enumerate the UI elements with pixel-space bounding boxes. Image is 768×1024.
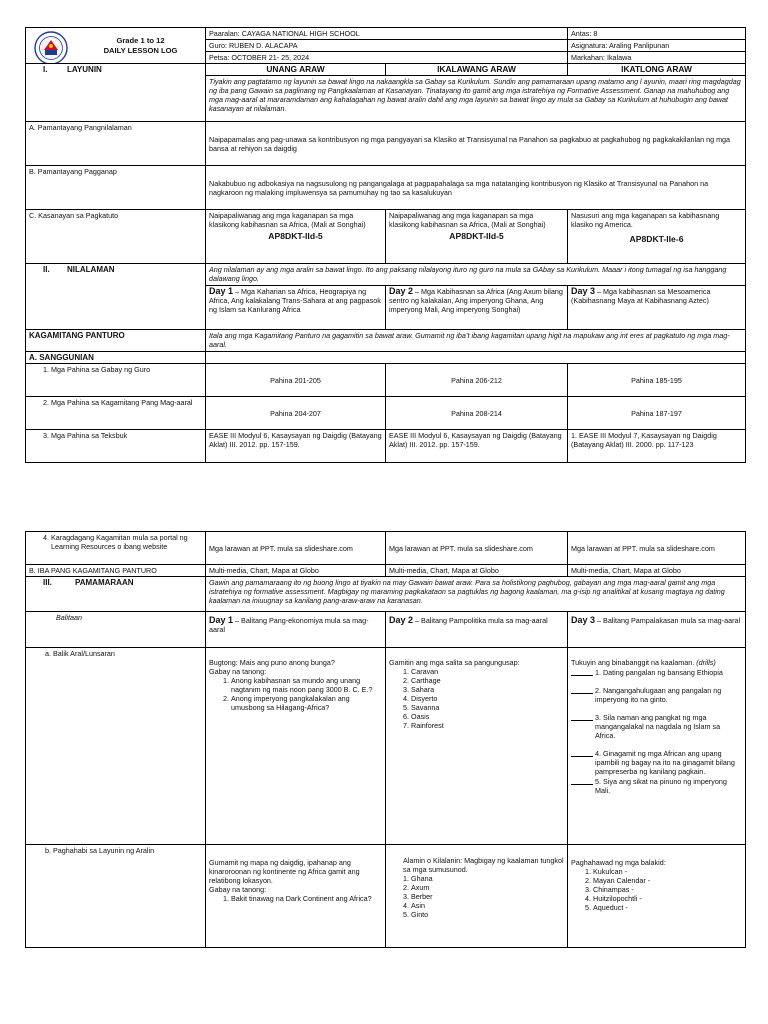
paghahabi-day1-item: 1. Bakit tinawag na Dark Continent ang Africa? — [231, 894, 382, 903]
kagamitang-mag-aaral-day2: Pahina 208-214 — [386, 397, 568, 430]
day3-header: IKATLONG ARAW — [568, 64, 746, 76]
pamamaraan-text: Gawin ang pamamaraang ito ng buong lingo at tiyakin na may Gawain bawat araw. Para sa holistikong paghubog, gabayan ang mga mag-aaral gamit ang mga istratehiya ng formative assessment. Magbigay ng maraming pagkakataon sa pagtuklas ng bagong kaalaman, ma g-isip ng analitikal at kusang magtaya ng dating kaalaman na iniuugnay sa kanilang pang-araw-araw na karanasan. — [206, 577, 746, 612]
paghahabi-day1-question: Gabay na tanong: — [209, 885, 267, 894]
balitaan-day3-text: – Balitang Pampalakasan mula sa mag-aaral — [595, 616, 741, 625]
kasanayan-day2 — [386, 210, 568, 264]
layunin-label-cell — [26, 64, 206, 122]
balitaan-day3 — [568, 612, 746, 648]
balik-aral-day2-item: 3. Sahara — [411, 685, 564, 694]
gabay-guro-label: 1. Mga Pahina sa Gabay ng Guro — [51, 365, 202, 374]
lesson-log-table-page2 — [25, 531, 746, 948]
kasanayan-label: C. Kasanayan sa Pagkatuto — [26, 210, 206, 264]
nilalaman-text: Ang nilalaman ay ang mga aralin sa bawat lingo. Ito ang paksang nilalayong ituro ng guro na mula sa GAbay sa Kurikulum. Maaar i itong tumagal ng isa hanggang dalawang lingo. — [206, 264, 746, 286]
lesson-log-table-page1 — [25, 27, 746, 463]
subject-field: Asignatura: Araling Panlipunan — [568, 40, 746, 52]
karagdagang-day2: Mga larawan at PPT. mula sa slideshare.com — [386, 532, 568, 565]
kasanayan-day3-code: AP8DKT-IIe-6 — [629, 234, 684, 244]
karagdagang-day1: Mga larawan at PPT. mula sa slideshare.com — [206, 532, 386, 565]
paghahabi-day3-item: 2. Mayan Calendar - — [593, 876, 742, 885]
balitaan-day2 — [386, 612, 568, 648]
balik-aral-day3 — [568, 648, 746, 845]
kagamitang-mag-aaral-day3: Pahina 187-197 — [568, 397, 746, 430]
teksbuk-label-cell — [26, 430, 206, 463]
paghahabi-day3-item: 4. Huitzilopochtli - — [593, 894, 742, 903]
iba-pang-kagamitan-day3: Multi-media, Chart, Mapa at Globo — [568, 565, 746, 577]
layunin-label: LAYUNIN — [67, 65, 102, 74]
nilalaman-label-cell — [26, 264, 206, 330]
kagamitan-text: Itala ang mga Kagamitang Panturo na gagamitin sa bawat araw. Gumamit ng iba’t ibang kagamitan upang higit na mapukaw ang int eres at pagkatuto ng mga mag-aaral. — [206, 330, 746, 352]
kasanayan-day2-code: AP8DKT-IId-5 — [449, 231, 504, 241]
nilalaman-day1-text: – Mga Kaharian sa Africa, Heograpiya ng Africa, Ang kalakalang Trans-Sahara at ang pagpasok ng Islam sa Kanlurang Africa — [209, 287, 381, 314]
daily-lesson-log-title: DAILY LESSON LOG — [103, 45, 178, 55]
pamamaraan-label: PAMAMARAAN — [75, 578, 134, 587]
paghahabi-day2-item: 5. Ginto — [411, 910, 564, 919]
layunin-num: I. — [43, 65, 48, 74]
kasanayan-day2-text: Naipapaliwanag ang mga kaganapan sa mga klasikong kabihasnan sa Africa, (Mali at Songhai) — [389, 211, 546, 229]
balik-aral-day2 — [386, 648, 568, 845]
balik-aral-day2-item: 1. Caravan — [411, 667, 564, 676]
nilalaman-day3-label: Day 3 — [571, 286, 596, 296]
date-field: Petsa: OCTOBER 21- 25, 2024 — [206, 52, 568, 64]
paghahabi-day3 — [568, 845, 746, 948]
gabay-guro-day3: Pahina 185-195 — [568, 364, 746, 397]
grade-level-field: Antas: 8 — [568, 28, 746, 40]
paghahabi-label: b. Paghahabi sa Layunin ng Aralin — [53, 846, 202, 855]
day1-header: UNANG ARAW — [206, 64, 386, 76]
pamantayang-pangnilalaman-text: Naipapamalas ang pag-unawa sa kontribusyon ng mga pangyayari sa Klasiko at Transisyunal na Panahon sa pagkabuo at pagkahubog ng pagkakakilanlan ng mga bansa at rehiyon sa daigdig — [206, 122, 746, 166]
paghahabi-label-cell — [26, 845, 206, 948]
nilalaman-label: NILALAMAN — [67, 265, 115, 274]
nilalaman-day1-label: Day 1 — [209, 286, 234, 296]
nilalaman-num: II. — [43, 265, 50, 274]
pamamaraan-label-cell — [26, 577, 206, 612]
sanggunian-label: A. SANGGUNIAN — [26, 352, 206, 364]
paghahabi-day3-item: 5. Aqueduct - — [593, 903, 742, 912]
balik-aral-day2-item: 4. Disyerto — [411, 694, 564, 703]
deped-seal-icon — [34, 31, 68, 64]
gabay-guro-day2: Pahina 206-212 — [386, 364, 568, 397]
balik-aral-day3-item: 4. Ginagamit ng mga African ang upang ipambili ng bagay na ito na ginagamit bilang pampreserba ng kanilang pagkain. — [595, 749, 735, 776]
teksbuk-label: 3. Mga Pahina sa Teksbuk — [51, 431, 202, 440]
pamantayang-pagganap-text: Nakabubuo ng adbokasiya na nagsusulong ng pangangalaga at pagpapahalaga sa mga natatanging kontribusyon ng Klasiko at Transisyunal na Panahon na nagkaroon ng malaking impluwensya sa pamumuhay ng tao sa kasalukuyan — [206, 166, 746, 210]
nilalaman-day2 — [386, 286, 568, 330]
nilalaman-day2-label: Day 2 — [389, 286, 414, 296]
paghahabi-day2-item: 3. Berber — [411, 892, 564, 901]
grade-range: Grade 1 to 12 — [116, 35, 165, 45]
school-field: Paaralan: CAYAGA NATIONAL HIGH SCHOOL — [206, 28, 568, 40]
paghahabi-day3-intro: Paghahawad ng mga balakid: — [571, 858, 666, 867]
balik-aral-day1-item: 1. Anong kabihasnan sa mundo ang unang nagtanim ng mais noon pang 3000 B. C. E.? — [231, 676, 382, 694]
nilalaman-day2-text: – Mga Kabihasnan sa Africa (Ang Axum bilang sentro ng kalakalan, Ang imperyong Ghana, Ang imperyong Mali, Ang imperyong Songhai) — [389, 287, 563, 314]
sanggunian-empty — [206, 352, 746, 364]
balitaan-day3-label: Day 3 — [571, 615, 596, 625]
teksbuk-day1: EASE III Modyul 6, Kasaysayan ng Daigdig (Batayang Aklat) III. 2012. pp. 157-159. — [206, 430, 386, 463]
kagamitang-mag-aaral-label-cell — [26, 397, 206, 430]
balik-aral-day1-question: Gabay na tanong: — [209, 667, 267, 676]
paghahabi-day2 — [386, 845, 568, 948]
layunin-text: Tiyakin ang pagtatamo ng layunin sa bawat lingo na nakaangkla sa Gabay sa Kurikulum. Sundin ang pamamaraan upang matamo ang l ayunin, maari ring magdagdag ng iba pang Gawain sa paglinang ng Pangkaalaman at Kasanayan. Tinatayang ito gamit ang mga istratehiya ng Formative Assessment. Ganap na mahuhubog ang mga mag-aaral at mararamdaman ang kahalagahan ng bawat aralin dahil ang mga layunin sa bawat lingo ay mula sa Gabay sa Kurikulum at huhubugin ang bawat kasanayan at nilalaman. — [206, 76, 746, 122]
karagdagang-label-cell — [26, 532, 206, 565]
balik-aral-day3-item: 2. Nangangahulugaan ang pangalan ng imperyong ito na ginto. — [595, 686, 722, 704]
nilalaman-day3-text: – Mga kabihasnan sa Mesoamerica (Kabihasnang Maya at Kabihasnang Aztec) — [571, 287, 711, 305]
balitaan-day1 — [206, 612, 386, 648]
balik-aral-day3-item: 1. Dating pangalan ng bansang Ethiopia — [595, 668, 723, 677]
paghahabi-day1-intro: Gumamit ng mapa ng daigdig, ipahanap ang kinaroroonan ng kontinente ng Africa gamit ang relatibong lokasyon. — [209, 858, 360, 885]
balitaan-day2-label: Day 2 — [389, 615, 414, 625]
kagamitang-mag-aaral-day1: Pahina 204-207 — [206, 397, 386, 430]
iba-pang-kagamitan-day2: Multi-media, Chart, Mapa at Globo — [386, 565, 568, 577]
balik-aral-day2-item: 7. Rainforest — [411, 721, 564, 730]
iba-pang-kagamitan-label: B. IBA PANG KAGAMITANG PANTURO — [26, 565, 206, 577]
paghahabi-day1 — [206, 845, 386, 948]
balitaan-day2-text: – Balitang Pampolitika mula sa mag-aaral — [413, 616, 548, 625]
balik-aral-label: a. Balik Aral/Lunsaran — [53, 649, 202, 658]
balitaan-label: Balitaan — [26, 612, 206, 648]
balik-aral-day2-item: 5. Savanna — [411, 703, 564, 712]
header-logo-cell — [26, 28, 206, 64]
balik-aral-day1-item: 2. Anong imperyong pangkalakalan ang umusbong sa Hilagang-Africa? — [231, 694, 382, 712]
pamantayang-pangnilalaman-label: A. Pamantayang Pangnilalaman — [26, 122, 206, 166]
balik-aral-day1 — [206, 648, 386, 845]
balitaan-day1-text: – Balitang Pang-ekonomiya mula sa mag-aaral — [209, 616, 369, 634]
balik-aral-day1-intro: Bugtong: Mais ang puno anong bunga? — [209, 658, 335, 667]
balik-aral-day2-intro: Gamitin ang mga salita sa pangungusap: — [389, 658, 520, 667]
kasanayan-day3-text: Nasusuri ang mga kaganapan sa kabihasnang klasiko ng America. — [571, 211, 720, 229]
kasanayan-day1-code: AP8DKT-IId-5 — [268, 231, 323, 241]
quarter-field: Markahan: Ikalawa — [568, 52, 746, 64]
balik-aral-label-cell — [26, 648, 206, 845]
paghahabi-day3-item: 3. Chinampas - — [593, 885, 742, 894]
paghahabi-day3-item: 1. Kukulcan - — [593, 867, 742, 876]
nilalaman-day3 — [568, 286, 746, 330]
day2-header: IKALAWANG ARAW — [386, 64, 568, 76]
balik-aral-day3-item: 5. Siya ang sikat na pinuno ng imperyong Mali. — [595, 777, 727, 795]
teksbuk-day2: EASE III Modyul 6, Kasaysayan ng Daigdig (Batayang Aklat) III. 2012. pp. 157-159. — [386, 430, 568, 463]
nilalaman-day1 — [206, 286, 386, 330]
paghahabi-day2-item: 2. Axum — [411, 883, 564, 892]
kasanayan-day3 — [568, 210, 746, 264]
paghahabi-day2-intro: Alamin o Kilalanin: Magbigay ng kaalaman tungkol sa mga sumusunod. — [403, 856, 564, 874]
balik-aral-day3-intro: Tukuyin ang binabanggit na kaalaman. — [571, 658, 695, 667]
kagamitan-label: KAGAMITANG PANTURO — [26, 330, 206, 352]
iba-pang-kagamitan-day1: Multi-media, Chart, Mapa at Globo — [206, 565, 386, 577]
gabay-guro-day1: Pahina 201-205 — [206, 364, 386, 397]
gabay-guro-label-cell — [26, 364, 206, 397]
balik-aral-day2-item: 2. Carthage — [411, 676, 564, 685]
pamamaraan-num: III. — [43, 578, 52, 587]
teacher-field: Guro: RUBEN D. ALACAPA — [206, 40, 568, 52]
karagdagang-label: 4. Karagdagang Kagamitan mula sa portal ng Learning Resources o ibang website — [51, 533, 202, 551]
balitaan-day1-label: Day 1 — [209, 615, 234, 625]
balik-aral-day2-item: 6. Oasis — [411, 712, 564, 721]
kasanayan-day1-text: Naipapaliwanag ang mga kaganapan sa mga klasikong kabihasnan sa Africa, (Mali at Songhai) — [209, 211, 366, 229]
kagamitang-mag-aaral-label: 2. Mga Pahina sa Kagamitang Pang Mag-aaral — [51, 398, 202, 407]
teksbuk-day3: 1. EASE III Modyul 7, Kasaysayan ng Daigdig (Batayang Aklat) III. 2000. pp. 117-123 — [568, 430, 746, 463]
kasanayan-day1 — [206, 210, 386, 264]
paghahabi-day2-item: 1. Ghana — [411, 874, 564, 883]
paghahabi-day2-item: 4. Asin — [411, 901, 564, 910]
balik-aral-day3-drills: (drills) — [696, 658, 716, 667]
karagdagang-day3: Mga larawan at PPT. mula sa slideshare.com — [568, 532, 746, 565]
balik-aral-day3-item: 3. Sila naman ang pangkat ng mga mangangalakal na nagdala ng Islam sa Africa. — [595, 713, 721, 740]
pamantayang-pagganap-label: B. Pamantayang Pagganap — [26, 166, 206, 210]
